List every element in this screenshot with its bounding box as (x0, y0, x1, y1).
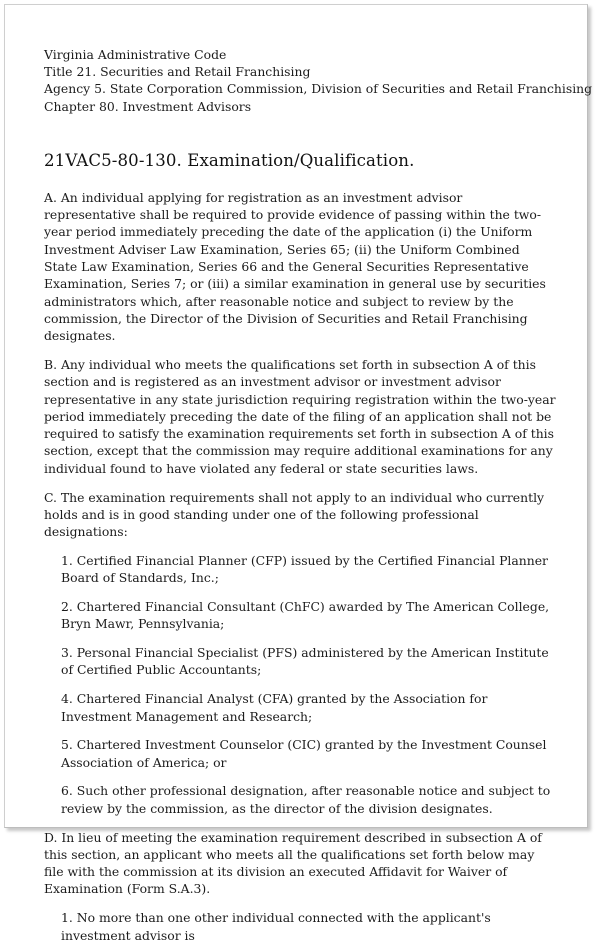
subsection-b: B. Any individual who meets the qualifications set forth in subsection A of this section and is registered as an investment advisor or investment advisor representative in any state jurisdiction requiring registration within the two-year period immediately preceding the date of the filing of an application shall not be required to satisfy the examination requirements set forth in subsection A of this section, except that the commission may require additional examinations for any individual found to have violated any federal or state securities laws. (44, 356, 556, 476)
subsection-c-item-4: 4. Chartered Financial Analyst (CFA) granted by the Association for Investment Management and Research; (61, 691, 488, 724)
subsection-d-item-1: 1. No more than one other individual connected with the applicant's investment advisor is (61, 910, 491, 943)
citation-line-title: Title 21. Securities and Retail Franchising (44, 64, 311, 80)
document-page (4, 4, 593, 943)
citation-line-chapter: Chapter 80. Investment Advisors (44, 98, 252, 114)
document-citation-header (44, 46, 593, 115)
document-body (44, 46, 593, 944)
subsection-d: D. In lieu of meeting the examination requirement described in subsection A of this section, an applicant who meets all the qualifications set forth below may file with the commission at its division an executed Affidavit for Waiver of Examination (Form S.A.3). (44, 829, 542, 897)
citation-line-code: Virginia Administrative Code (44, 47, 227, 62)
citation-line-agency: Agency 5. State Corporation Commission, Division of Securities and Retail Franchising (44, 81, 593, 97)
page-title: 21VAC5-80-130. Examination/Qualification. (44, 150, 415, 170)
subsection-c: C. The examination requirements shall not apply to an individual who currently holds and is in good standing under one of the following professional designations: (44, 489, 545, 540)
subsection-a: A. An individual applying for registration as an investment advisor representative shall be required to provide evidence of passing within the two-year period immediately preceding the date of the application (i) the Uniform Investment Adviser Law Examination, Series 65; (ii) the Uniform Combined State Law Examination, Series 66 and the General Securities Representative Examination, Series 7; or (iii) a similar examination in general use by securities administrators which, after reasonable notice and subject to review by the commission, the Director of the Division of Securities and Retail Franchising designates. (44, 189, 546, 344)
subsection-c-item-6: 6. Such other professional designation, after reasonable notice and subject to review by the commission, as the director of the division designates. (61, 783, 551, 816)
section-body (44, 189, 556, 944)
subsection-c-item-5: 5. Chartered Investment Counselor (CIC) granted by the Investment Counsel Association of America; or (61, 737, 547, 770)
subsection-c-item-3: 3. Personal Financial Specialist (PFS) administered by the American Institute of Certified Public Accountants; (61, 645, 549, 678)
subsection-c-item-1: 1. Certified Financial Planner (CFP) issued by the Certified Financial Planner Board of Standards, Inc.; (61, 552, 548, 586)
subsection-c-item-2: 2. Chartered Financial Consultant (ChFC) awarded by The American College, Bryn Mawr, Pennsylvania; (61, 599, 550, 632)
